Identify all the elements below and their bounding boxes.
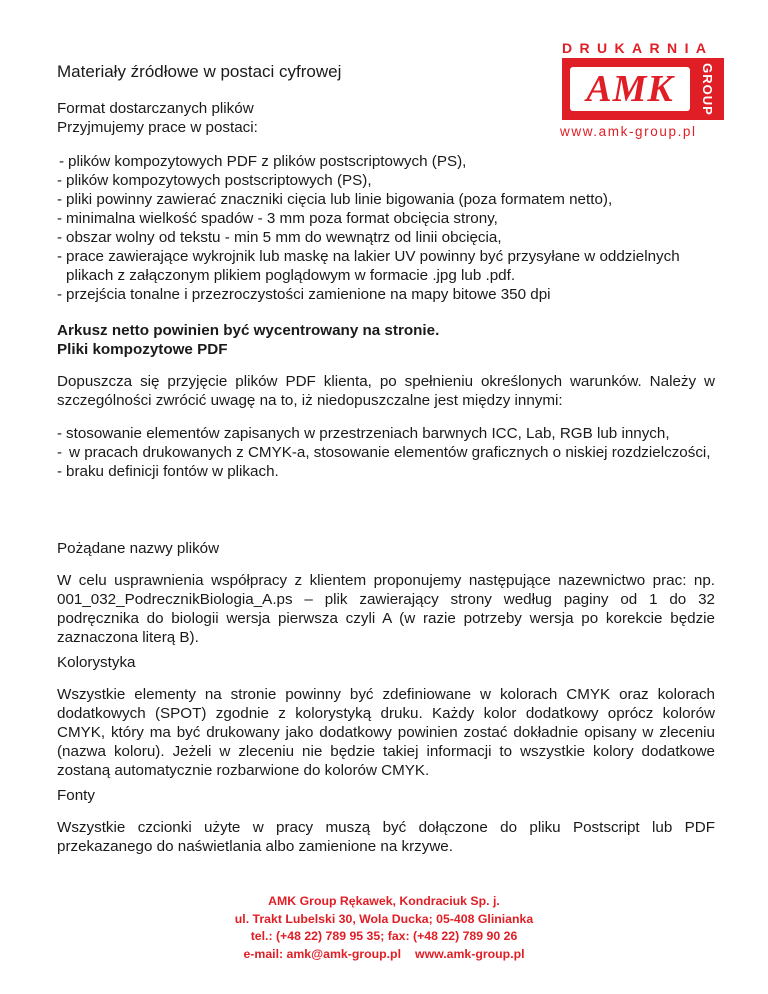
logo-url: www.amk-group.pl	[560, 124, 697, 139]
names-paragraph: W celu usprawnienia współpracy z klientem proponujemy następujące nazewnictwo prac: np. 001_032_PodrecznikBiologia_A.ps – plik zawierający strony według paginy od 1 do 32 podręcznika do biologii wersja pierwsza czyli A (w razie potrzeby wersja po korekcie będzie zaznaczona literą B).	[57, 572, 715, 646]
list-item: - stosowanie elementów zapisanych w przestrzeniach barwnych ICC, Lab, RGB lub innych,	[57, 424, 715, 443]
format-intro: Przyjmujemy prace w postaci:	[57, 119, 258, 136]
footer	[0, 893, 768, 963]
fonts-paragraph: Wszystkie czcionki użyte w pracy muszą być dołączone do pliku Postscript lub PDF przekazanego do naświetlania albo zamienione na krzywe.	[57, 819, 715, 855]
logo-drukarnia-text: DRUKARNIA	[562, 40, 714, 56]
list-item: - w pracach drukowanych z CMYK-a, stosowanie elementów graficznych o niskiej rozdzielczości,	[57, 443, 715, 462]
list-item: - plików kompozytowych PDF z plików postscriptowych (PS),	[59, 152, 717, 171]
pdf-paragraph: Dopuszcza się przyjęcie plików PDF klienta, po spełnieniu określonych warunków. Należy w szczególności zwrócić uwagę na to, iż niedopuszczalne jest między innymi:	[57, 373, 715, 409]
format-list	[57, 152, 715, 304]
fonts-heading: Fonty	[57, 787, 95, 804]
color-paragraph: Wszystkie elementy na stronie powinny być zdefiniowane w kolorach CMYK oraz kolorach dodatkowych (SPOT) zgodnie z kolorystyką druku. Każdy kolor dodatkowy oprócz kolorów CMYK, który ma być drukowany jako dodatkowy powinien zostać dokładnie opisany w zleceniu (nazwa koloru). Jeżeli w zleceniu nie będzie takiej informacji to wszystkie kolory dodatkowe zostaną automatycznie rozbarwione do kolorów CMYK.	[57, 686, 715, 779]
pdf-heading: Pliki kompozytowe PDF	[57, 341, 228, 358]
footer-website-link[interactable]: www.amk-group.pl	[415, 946, 525, 961]
centered-note: Arkusz netto powinien być wycentrowany na stronie.	[57, 322, 440, 339]
names-heading: Pożądane nazwy plików	[57, 540, 220, 557]
footer-company: AMK Group Rękawek, Kondraciuk Sp. j.	[268, 894, 500, 908]
list-item: - obszar wolny od tekstu - min 5 mm do wewnątrz od linii obcięcia,	[57, 228, 715, 247]
logo-group-text: GROUP	[699, 62, 715, 116]
page-title: Materiały źródłowe w postaci cyfrowej	[57, 62, 342, 81]
list-item: - pliki powinny zawierać znaczniki cięcia lub linie bigowania (poza formatem netto),	[57, 190, 715, 209]
footer-contact-line	[0, 946, 768, 964]
format-heading: Format dostarczanych plików	[57, 100, 254, 117]
logo-amk-text: AMK	[570, 67, 690, 111]
list-item: - braku definicji fontów w plikach.	[57, 462, 715, 481]
list-item: - przejścia tonalne i przezroczystości zamienione na mapy bitowe 350 dpi	[57, 285, 715, 304]
color-heading: Kolorystyka	[57, 654, 136, 671]
footer-address: ul. Trakt Lubelski 30, Wola Ducka; 05-408 Glinianka	[234, 911, 534, 926]
pdf-list	[57, 424, 715, 481]
list-item: - plików kompozytowych postscriptowych (PS),	[57, 171, 715, 190]
list-item: - prace zawierające wykrojnik lub maskę na lakier UV powinny być przysyłane w oddzielnych plikach z załączonym plikiem poglądowym w formacie .jpg lub .pdf.	[57, 247, 715, 285]
footer-email-link[interactable]: e-mail: amk@amk-group.pl	[243, 946, 401, 961]
footer-phone: tel.: (+48 22) 789 95 35; fax: (+48 22) 789 90 26	[250, 929, 518, 943]
list-item: - minimalna wielkość spadów - 3 mm poza format obcięcia strony,	[57, 209, 715, 228]
